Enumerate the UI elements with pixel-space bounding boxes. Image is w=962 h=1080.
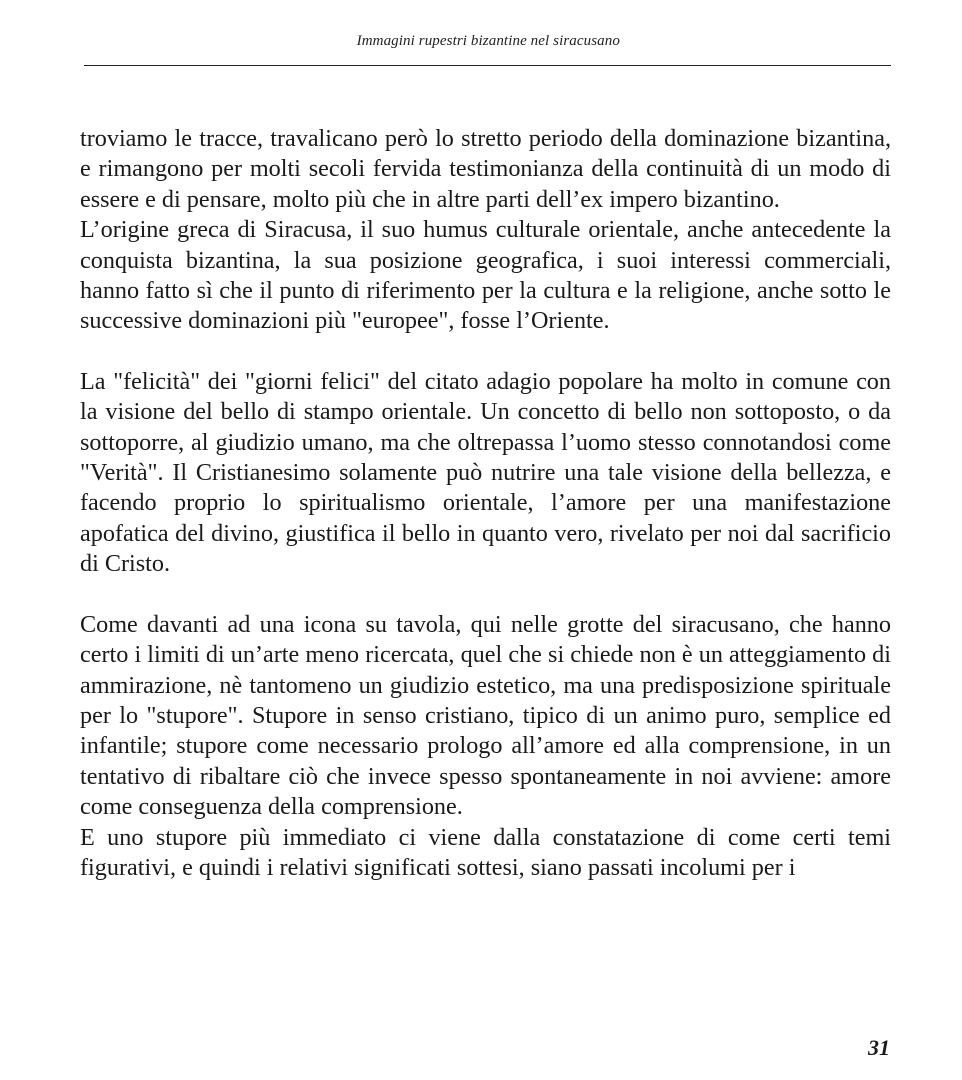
paragraph-icona: Come davanti ad una icona su tavola, qui nelle grotte del siracusano, che hanno certo i limiti di un’arte meno ricercata, quel che si chiede non è un atteggiamento di ammirazione, nè tantomeno un giudizio estetico, ma una predisposizione spirituale per lo "stupore". Stupore in senso cristiano, tipico di un animo puro, semplice ed infantile; stupore come necessario prologo all’amore ed alla comprensione, in un tentativo di ribaltare ciò che invece spesso spontaneamente in noi avviene: amore come conseguenza della comprensione. [80, 610, 891, 821]
paragraph-stupore: E uno stupore più immediato ci viene dalla constatazione di come certi temi figurativi, e quindi i relativi significati sottesi, siano passati incolumi per i [80, 823, 891, 881]
paragraph-continuation: troviamo le tracce, travalicano però lo stretto periodo della dominazione bizantina, e rimangono per molti secoli fervida testimonianza della continuità di un modo di essere e di pensare, molto più che in altre parti dell’ex impero bizantino. [80, 125, 891, 213]
body-text [80, 124, 891, 883]
header-rule [84, 65, 891, 66]
paragraph-felicita: La "felicità" dei "giorni felici" del citato adagio popolare ha molto in comune con la visione del bello di stampo orientale. Un concetto di bello non sottoposto, o da sottoporre, al giudizio umano, ma che oltrepassa l’uomo stesso connotandosi come "Verità". Il Cristianesimo solamente può nutrire una tale visione della bellezza, e facendo proprio lo spiritualismo orientale, l’amore per una manifestazione apofatica del divino, giustifica il bello in quanto vero, rivelato per noi dal sacrificio di Cristo. [80, 367, 891, 578]
paragraph-siracusa-origin: L’origine greca di Siracusa, il suo humus culturale orientale, anche antecedente la conquista bizantina, la sua posizione geografica, i suoi interessi commerciali, hanno fatto sì che il punto di riferimento per la cultura e la religione, anche sotto le successive dominazioni più "europee", fosse l’Oriente. [80, 216, 891, 335]
page-number: 31 [868, 1035, 890, 1060]
running-header: Immagini rupestri bizantine nel siracusano [356, 33, 620, 49]
